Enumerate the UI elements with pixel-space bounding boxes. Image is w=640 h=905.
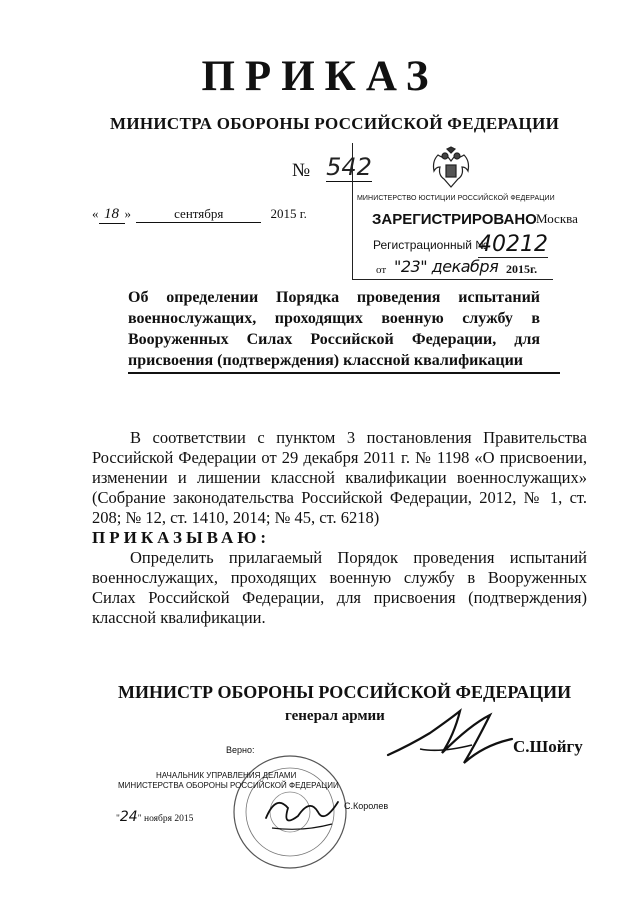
document-title: ПРИКАЗ [201,53,439,100]
cert-date-close-quote: " [137,814,142,824]
certification-date [116,809,193,825]
certifier-name: С.Королев [344,801,389,811]
stamp-regnum: 40212 [478,232,548,257]
date-day: 18 [99,206,125,224]
cert-date-day: 24 [119,809,138,825]
chief-title-line2: МИНИСТЕРСТВА ОБОРОНЫ РОССИЙСКОЙ ФЕДЕРАЦИИ [118,781,339,790]
order-number-label: № [292,160,311,181]
order-number-value: 542 [326,153,372,181]
signatory-name: С.Шойгу [513,737,583,756]
order-date [92,206,307,224]
signatory-position: МИНИСТР ОБОРОНЫ РОССИЙСКОЙ ФЕДЕРАЦИИ [118,682,572,702]
chief-title-line1: НАЧАЛЬНИК УПРАВЛЕНИЯ ДЕЛАМИ [156,771,297,780]
ministry-heading: МИНИСТРА ОБОРОНЫ РОССИЙСКОЙ ФЕДЕРАЦИИ [110,114,560,133]
date-year: 2015 г. [270,206,307,221]
coat-of-arms-icon [428,147,474,191]
date-close-quote: » [124,206,131,221]
stamp-city: Москва [536,211,578,226]
korolev-signature-icon [262,788,342,838]
order-paragraph: Определить прилагаемый Порядок проведения испытаний военнослужащих, проходящих военную службу в Вооруженных Силах Российской Федерации, для присвоения (подтверждения) классной квалификации. [92,548,587,627]
certified-label: Верно: [226,745,255,755]
cert-date-month-year: ноября 2015 [143,814,194,824]
order-word: ПРИКАЗЫВАЮ: [92,528,271,547]
minister-signature-icon [380,705,520,775]
stamp-date: "23" декабря [394,257,499,276]
cert-date-open-quote: " [116,814,120,824]
stamp-regnum-label: Регистрационный № [373,238,489,252]
signatory-rank: генерал армии [285,708,385,724]
stamp-ministry: МИНИСТЕРСТВО ЮСТИЦИИ РОССИЙСКОЙ ФЕДЕРАЦИИ [357,195,555,202]
subject-underline [128,372,560,374]
stamp-registered: ЗАРЕГИСТРИРОВАНО [372,211,537,228]
stamp-year: 2015г. [506,262,538,276]
stamp-from-label: от [376,264,387,276]
date-month: сентября [136,206,261,223]
order-subject: Об определении Порядка проведения испытаний военнослужащих, проходящих военную службу в Вооруженных Силах Российской Федерации, для присвоения (подтверждения) классной квалификации [128,289,540,369]
date-open-quote: « [92,206,99,221]
preamble-paragraph: В соответствии с пунктом 3 постановления Правительства Российской Федерации от 29 декабря 2011 г. № 1198 «О присвоении, изменении и лишении классной квалификации военнослужащих» (Собрание законодательства Российской Федерации, 2012, № 1, ст. 208; № 12, ст. 1410, 2014; № 45, ст. 6218) [92,428,587,527]
